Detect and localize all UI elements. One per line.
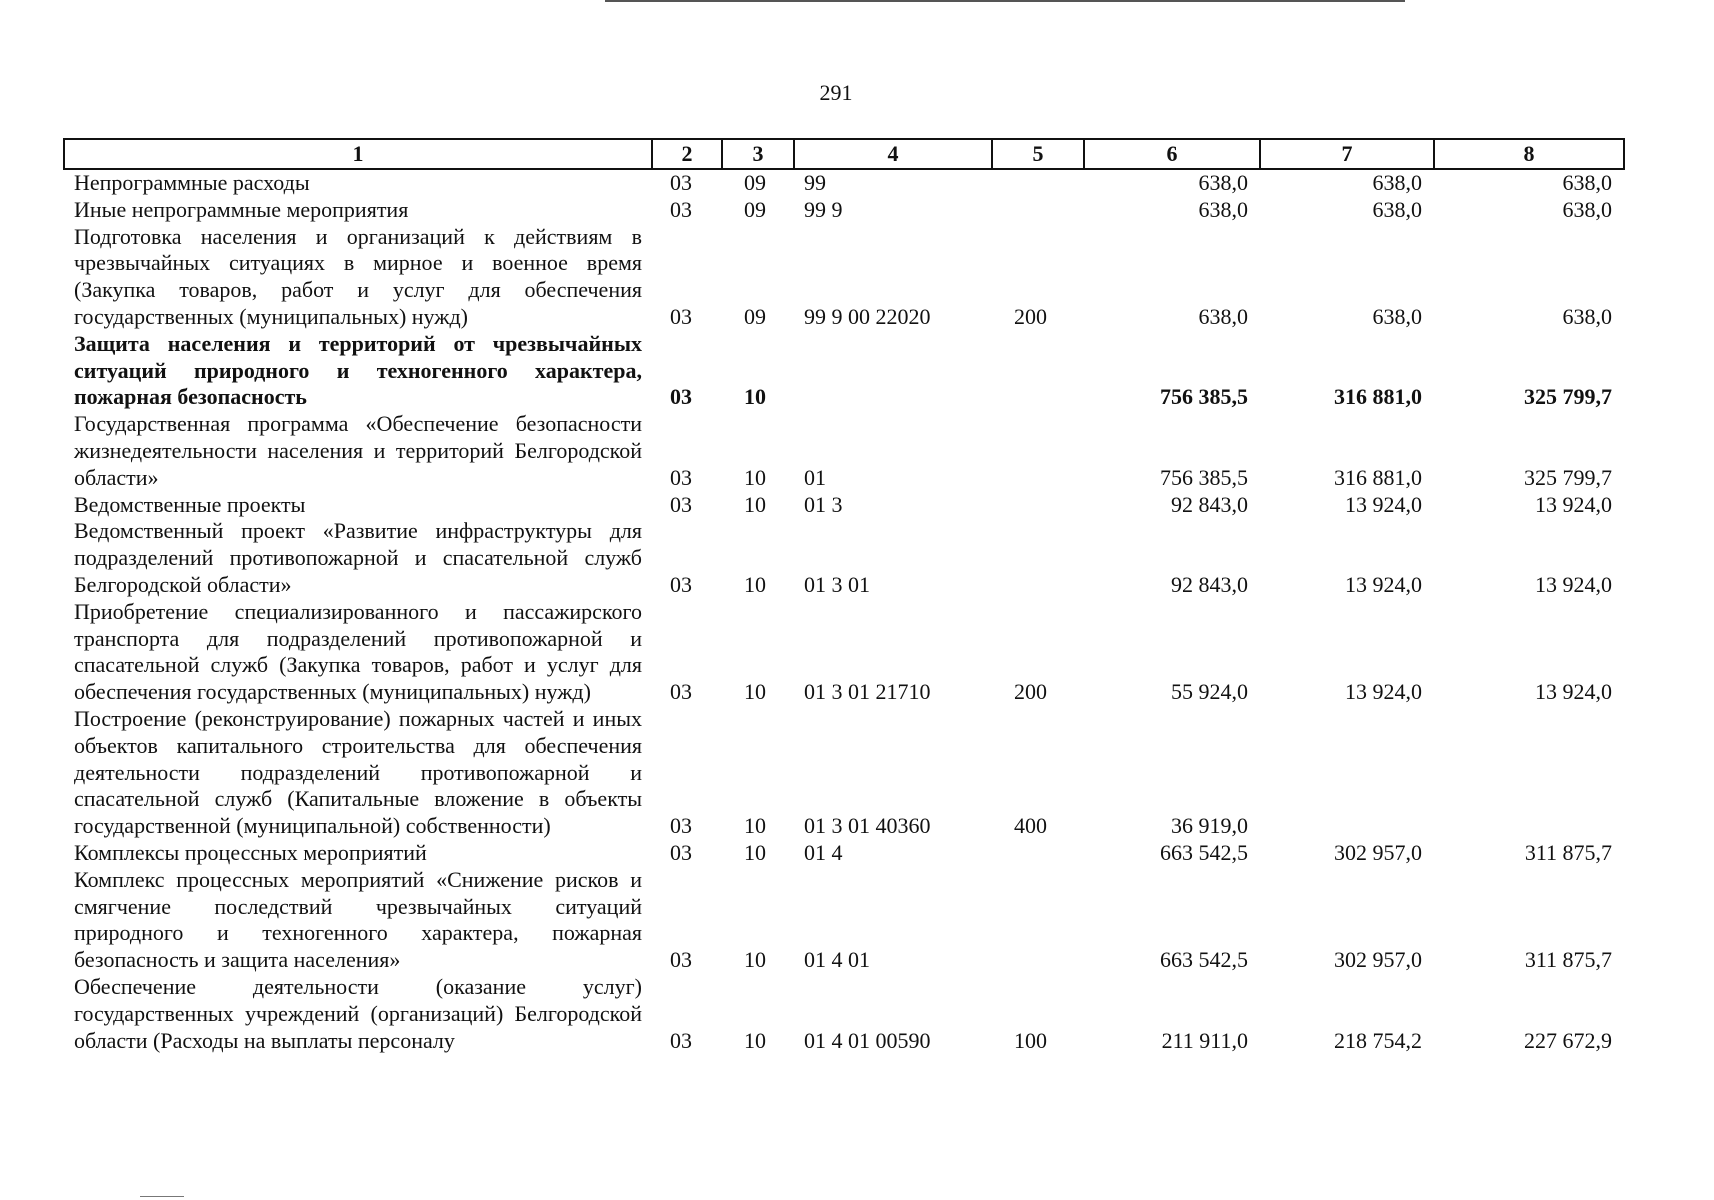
row-section-code: 03 (670, 571, 692, 597)
row-amount-8: 227 672,9 (1524, 1027, 1612, 1053)
row-name: Непрограммные расходы (74, 170, 310, 195)
table-row (64, 492, 1624, 519)
row-amount-6: 663 542,5 (1160, 947, 1248, 973)
row-amount-7: 638,0 (1372, 303, 1422, 329)
table-header-row (64, 139, 1624, 169)
row-target-code: 01 3 01 (804, 571, 870, 597)
table-row (64, 197, 1624, 224)
row-amount-7: 638,0 (1372, 170, 1422, 195)
row-section-code: 03 (670, 384, 692, 410)
row-amount-8: 311 875,7 (1524, 947, 1612, 973)
row-amount-7: 13 924,0 (1345, 679, 1422, 705)
row-target-code: 99 9 00 22020 (804, 303, 931, 329)
table-row (64, 224, 1624, 331)
row-expense-type (992, 411, 1084, 491)
table-row (64, 840, 1624, 867)
row-subsection-code: 10 (744, 571, 766, 597)
row-name: Государственная программа «Обеспечение безопасности жизнедеятельности населения и территорий Белгородской области» (74, 411, 642, 490)
row-amount-6: 36 919,0 (1171, 813, 1248, 839)
row-amount-8: 638,0 (1562, 303, 1612, 329)
row-amount-7: 13 924,0 (1345, 491, 1422, 517)
row-target-code: 01 4 (804, 839, 843, 865)
row-target-code: 01 4 01 00590 (804, 1027, 931, 1053)
row-name: Защита населения и территорий от чрезвычайных ситуаций природного и техногенного характера, пожарная безопасность (74, 330, 642, 410)
row-amount-8: 325 799,7 (1524, 464, 1612, 490)
row-name: Иные непрограммные мероприятия (74, 196, 409, 222)
row-amount-6: 663 542,5 (1160, 839, 1248, 865)
row-subsection-code: 10 (744, 384, 766, 410)
table-row (64, 974, 1624, 1054)
row-amount-7: 316 881,0 (1334, 464, 1422, 490)
table-row-section-total (64, 331, 1624, 411)
row-subsection-code: 09 (744, 196, 766, 222)
row-expense-type: 400 (1014, 813, 1047, 839)
column-header-7: 7 (1260, 139, 1434, 169)
bottom-mark (140, 1196, 184, 1197)
table-body (64, 169, 1624, 1054)
column-header-5: 5 (992, 139, 1084, 169)
row-target-code: 01 3 (804, 491, 843, 517)
column-header-1: 1 (64, 139, 652, 169)
budget-table (63, 138, 1625, 1054)
row-expense-type (992, 331, 1084, 411)
row-name: Приобретение специализированного и пассажирского транспорта для подразделений противопожарной и спасательной служб (Закупка товаров, работ и услуг для обеспечения государственных (муниципальных) нужд) (74, 598, 642, 705)
row-target-code: 01 4 01 (804, 947, 870, 973)
row-expense-type (992, 169, 1084, 197)
row-target-code: 01 3 01 40360 (804, 813, 931, 839)
row-amount-8: 325 799,7 (1524, 384, 1612, 410)
column-header-6: 6 (1084, 139, 1260, 169)
row-expense-type (992, 518, 1084, 598)
row-amount-7: 302 957,0 (1334, 839, 1422, 865)
row-amount-6: 638,0 (1198, 196, 1248, 222)
row-amount-7: 218 754,2 (1334, 1027, 1422, 1053)
row-target-code: 01 3 01 21710 (804, 679, 931, 705)
row-expense-type (992, 840, 1084, 867)
row-amount-7: 316 881,0 (1334, 384, 1422, 410)
row-target-code: 99 (804, 170, 826, 195)
row-subsection-code: 09 (744, 170, 766, 195)
row-expense-type: 200 (1014, 303, 1047, 329)
table-row (64, 706, 1624, 840)
row-section-code: 03 (670, 170, 692, 195)
row-amount-6: 211 911,0 (1161, 1027, 1248, 1053)
row-amount-6: 756 385,5 (1160, 384, 1248, 410)
row-section-code: 03 (670, 196, 692, 222)
row-amount-6: 638,0 (1198, 170, 1248, 195)
row-name: Комплексы процессных мероприятий (74, 839, 427, 865)
row-amount-8: 13 924,0 (1535, 679, 1612, 705)
row-subsection-code: 10 (744, 813, 766, 839)
row-expense-type (992, 197, 1084, 224)
row-subsection-code: 09 (744, 303, 766, 329)
row-amount-7: 13 924,0 (1345, 571, 1422, 597)
row-section-code: 03 (670, 464, 692, 490)
row-amount-8: 638,0 (1562, 170, 1612, 195)
row-section-code: 03 (670, 303, 692, 329)
row-subsection-code: 10 (744, 1027, 766, 1053)
row-subsection-code: 10 (744, 839, 766, 865)
column-header-4: 4 (794, 139, 992, 169)
row-section-code: 03 (670, 947, 692, 973)
row-amount-8: 311 875,7 (1524, 839, 1612, 865)
row-amount-8: 13 924,0 (1535, 491, 1612, 517)
row-amount-6: 55 924,0 (1171, 679, 1248, 705)
row-amount-8 (1434, 706, 1624, 840)
row-target-code: 01 (804, 464, 826, 490)
table-row (64, 169, 1624, 197)
row-name: Построение (реконструирование) пожарных частей и иных объектов капитального строительства для обеспечения деятельности подразделений противопожарной и спасательной служб (Капитальные вложение в объекты государственной (муниципальной) собственности) (74, 705, 642, 839)
row-section-code: 03 (670, 679, 692, 705)
row-amount-8: 13 924,0 (1535, 571, 1612, 597)
row-amount-6: 92 843,0 (1171, 491, 1248, 517)
row-amount-7 (1260, 706, 1434, 840)
row-amount-6: 92 843,0 (1171, 571, 1248, 597)
row-expense-type: 200 (1014, 679, 1047, 705)
row-name: Обеспечение деятельности (оказание услуг) государственных учреждений (организаций) Белгородской области (Расходы на выплаты персоналу (74, 973, 642, 1053)
row-subsection-code: 10 (744, 491, 766, 517)
row-section-code: 03 (670, 813, 692, 839)
row-subsection-code: 10 (744, 464, 766, 490)
row-amount-8: 638,0 (1562, 196, 1612, 222)
row-amount-7: 638,0 (1372, 196, 1422, 222)
table-row (64, 867, 1624, 974)
column-header-2: 2 (652, 139, 722, 169)
row-subsection-code: 10 (744, 947, 766, 973)
row-target-code: 99 9 (804, 196, 843, 222)
row-section-code: 03 (670, 1027, 692, 1053)
row-amount-7: 302 957,0 (1334, 947, 1422, 973)
row-expense-type (992, 492, 1084, 519)
row-amount-6: 756 385,5 (1160, 464, 1248, 490)
row-name: Ведомственный проект «Развитие инфраструктуры для подразделений противопожарной и спасательной служб Белгородской области» (74, 518, 642, 597)
table-row (64, 411, 1624, 491)
row-section-code: 03 (670, 839, 692, 865)
table-row (64, 518, 1624, 598)
row-name: Подготовка населения и организаций к действиям в чрезвычайных ситуациях в мирное и военное время (Закупка товаров, работ и услуг для обеспечения государственных (муниципальных) нужд) (74, 223, 642, 329)
row-expense-type: 100 (1014, 1027, 1047, 1053)
row-subsection-code: 10 (744, 679, 766, 705)
page-number: 291 (819, 80, 853, 105)
row-target-code (794, 331, 992, 411)
table-row (64, 599, 1624, 706)
row-amount-6: 638,0 (1198, 303, 1248, 329)
row-section-code: 03 (670, 491, 692, 517)
column-header-3: 3 (722, 139, 794, 169)
row-name: Ведомственные проекты (74, 491, 306, 517)
row-expense-type (992, 867, 1084, 974)
row-name: Комплекс процессных мероприятий «Снижение рисков и смягчение последствий чрезвычайных ситуаций природного и техногенного характера, пожарная безопасность и защита населения» (74, 866, 642, 973)
top-rule (605, 0, 1405, 2)
column-header-8: 8 (1434, 139, 1624, 169)
